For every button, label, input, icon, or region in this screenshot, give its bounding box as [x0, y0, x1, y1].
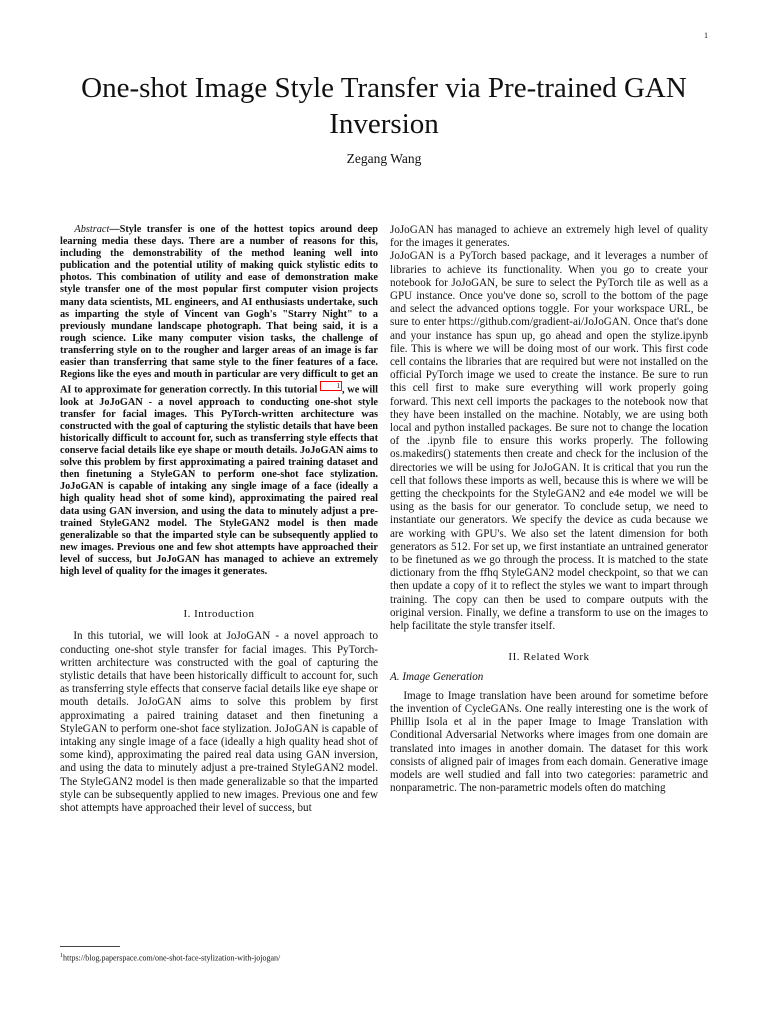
page-number: 1	[704, 31, 708, 40]
jojogan-setup-paragraph: JoJoGAN is a PyTorch based package, and it leverages a number of libraries to achieve its functionality. When you go to create your notebook for JoJoGAN, be sure to select the PyTorch tile as well as a GPU instance. Once you've done so, scroll to the bottom of the page and select the advanced options toggle. For your workspace URL, be sure to enter https://github.com/gradient-ai/JoJoGAN. Once that's done and your instance has spun up, go ahead and open the stylize.ipynb file. This is where we will be doing most of our work. This first code cell contains the libraries that are required but were not installed on the official PyTorch image we used to create the instance. Be sure to run this cell first to make sure everything will work properly going forward. This next cell imports the packages to the notebook now that they have been installed on the machine. Notably, we are using both local and python installed packages. Be sure not to change the location of the .ipynb file to ensure this works properly. The following os.makedirs() statements then create and check for the inclusion of the directories we will be using for JoJoGAN. It is critical that you run the cell that follows these imports as well, because this is where we will be getting the checkpoints for the StyleGAN2 and e4e model we will be using as the basis for our generator. To conclude setup, we need to instantiate our generators. We specify the device as cuda because we are working with GPU's. We also set the latent dimension for both generators as 512. For set up, we first instantiate an untrained generator to be finetuned as we go through the process. It is matched to the state dictionary from the ffhq StyleGAN2 model checkpoint, so that we can then update a copy of it to reflect the styles we want to impart through training. The copy can then be used to compare outputs with the original version. Finally, we define a transform to use on the images to help facilitate the style transfer itself.	[390, 250, 708, 633]
introduction-heading: I. Introduction	[183, 608, 255, 621]
footnote-rule	[60, 946, 120, 947]
related-work-heading: II. Related Work	[508, 651, 590, 664]
introduction-continuation: JoJoGAN has managed to achieve an extremely high level of quality for the images it generates.	[390, 224, 708, 250]
footnote-reference-link[interactable]: 1	[320, 381, 342, 391]
right-column	[390, 224, 708, 795]
footnote-marker: 1	[60, 953, 63, 959]
abstract	[60, 224, 378, 578]
abstract-text-continued: , we will look at JoJoGAN - a novel approach to conducting one-shot style transfer for facial images. This PyTorch-written architecture was constructed with the goal of capturing the stylistic details that have been historically difficult to account for, such as transferring style effects that conserve facial details like eye shape or mouth details. JoJoGAN aims to solve this problem by first approximating a paired training dataset and then finetuning a StyleGAN to perform one-shot face stylization. JoJoGAN is capable of intaking any single image of a face (ideally a high quality head shot of some kind), approximating the paired real data using GAN inversion, and using the data to minutely adjust a pre-trained StyleGAN2 model. The StyleGAN2 model is then made generalizable so that the imparted style can be subsequently applied to new images. Previous one and few shot attempts have approached their level of success, but JoJoGAN has managed to achieve an extremely high level of quality for the images it generates.	[60, 384, 378, 578]
author-name: Zegang Wang	[346, 151, 422, 166]
left-column	[60, 224, 378, 815]
introduction-paragraph: In this tutorial, we will look at JoJoGAN - a novel approach to conducting one-shot style transfer for facial images. This PyTorch-written architecture was constructed with the goal of capturing the stylistic details that have been historically difficult to account for, such as transferring style effects that conserve facial details like eye shape or mouth details. JoJoGAN aims to solve this problem by first approximating a paired training dataset and then finetuning a StyleGAN to perform one-shot face stylization. JoJoGAN is capable of intaking any single image of a face (ideally a high quality head shot of some kind), approximating the paired real data using GAN inversion, and using the data to minutely adjust a pre-trained StyleGAN2 model. The StyleGAN2 model is then made generalizable so that the imparted style can be subsequently applied to new images. Previous one and few shot attempts have approached their level of success, but	[60, 630, 378, 814]
related-work-paragraph: Image to Image translation have been around for sometime before the invention of CycleGANs. One really interesting one is the work of Phillip Isola et al in the paper Image to Image Translation with Conditional Adversarial Networks where images from one domain are translated into images in another domain. The dataset for this work consists of aligned pair of images from each domain. Generative image models are well studied and fall into two categories: parametric and nonparametric. The non-parametric models often do matching	[390, 689, 708, 795]
abstract-label: Abstract	[74, 224, 110, 235]
abstract-text: —Style transfer is one of the hottest topics around deep learning media these days. There are a number of reasons for this, including the demonstrability of the method leaning well into publication and the potential utility of making quick stylistic edits to photos. This combination of utility and ease of demonstration make style transfer one of the most popular first computer vision projects many data scientists, ML engineers, and AI enthusiasts undertake, such as imparting the style of Vincent van Gogh's "Starry Night" to a previously mundane landscape photograph. That being said, it is a rough science. Like many computer vision tasks, the challenge of transferring style on to the rougher and larger areas of an image is far easier than transferring that same style to the finer features of a face. Regions like the eyes and mouth in particular are very difficult to get an AI to approximate for generation correctly. In this tutorial	[60, 224, 378, 396]
image-generation-subheading: A. Image Generation	[390, 670, 484, 683]
footnote-url[interactable]: https://blog.paperspace.com/one-shot-face-stylization-with-jojogan/	[63, 953, 281, 963]
footnote	[60, 953, 378, 963]
paper-title: One-shot Image Style Transfer via Pre-trained GAN Inversion	[81, 72, 687, 140]
